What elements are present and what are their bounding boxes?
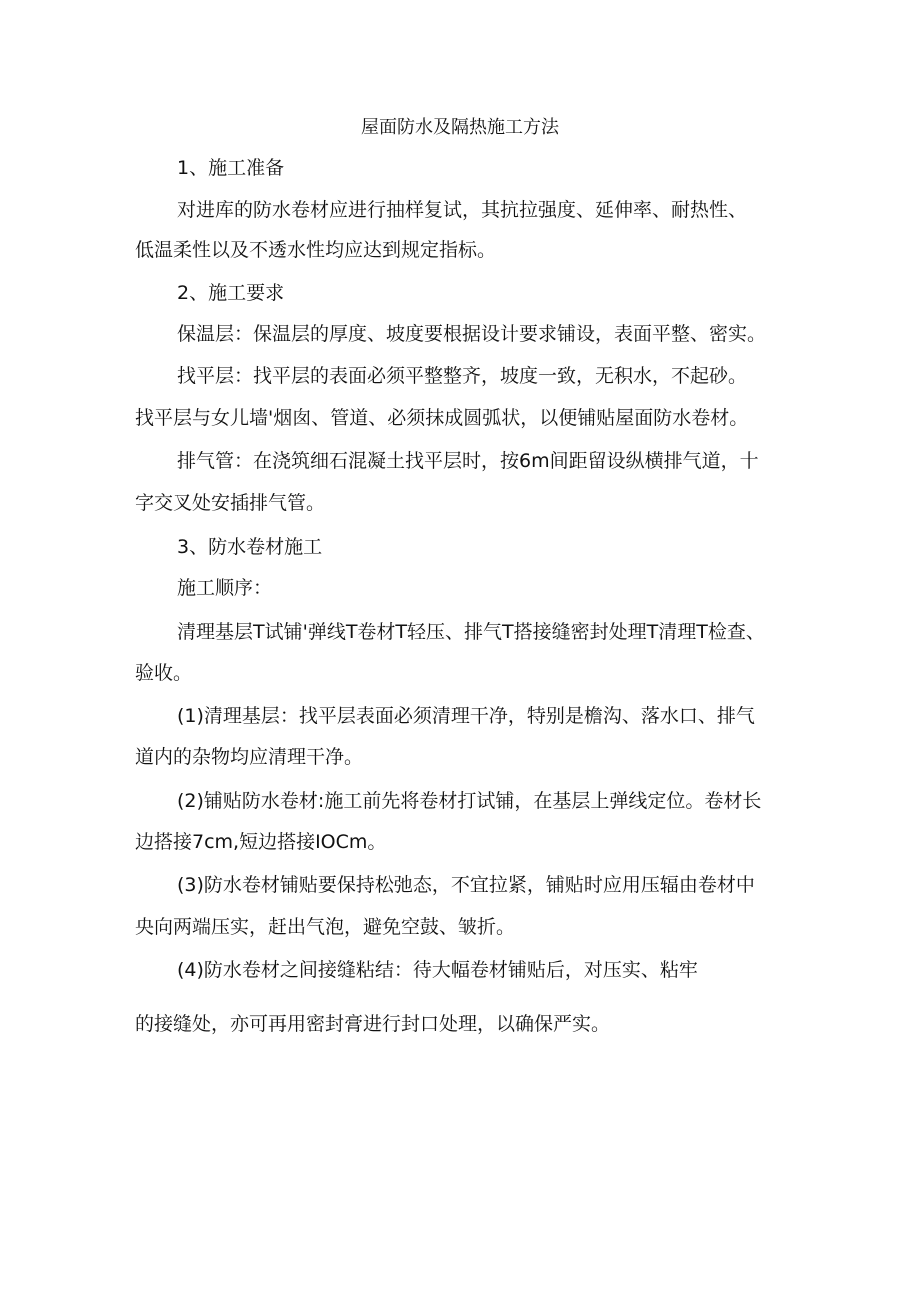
paragraph-line: 清理基层T试铺'弹线T卷材T轻压、排气T搭接缝密封处理T清理T检查、: [177, 621, 765, 643]
paragraph-line: 低温柔性以及不透水性均应达到规定指标。: [135, 239, 497, 261]
paragraph-line: 边搭接7cm,短边搭接IOCm。: [135, 831, 387, 853]
section-heading: 3、防水卷材施工: [177, 536, 323, 558]
document-title: 屋面防水及隔热施工方法: [361, 117, 559, 138]
section-heading: 2、施工要求: [177, 282, 285, 304]
paragraph-line: (1)清理基层：找平层表面必须清理干净，特别是檐沟、落水口、排气: [177, 705, 755, 727]
paragraph-line: 字交叉处安插排气管。: [135, 492, 326, 514]
paragraph-line: 保温层：保温层的厚度、坡度要根据设计要求铺设，表面平整、密实。: [177, 323, 767, 345]
paragraph-line: 央向两端压实，赶出气泡，避免空鼓、皱折。: [135, 916, 516, 938]
paragraph-line: (2)铺贴防水卷材:施工前先将卷材打试铺，在基层上弹线定位。卷材长: [177, 790, 762, 812]
paragraph-line: 找平层与女儿墙'烟囱、管道、必须抹成圆弧状，以便铺贴屋面防水卷材。: [135, 407, 749, 429]
paragraph-line: (4)防水卷材之间接缝粘结：待大幅卷材铺贴后，对压实、粘牢: [177, 959, 698, 981]
paragraph-line: 排气管：在浇筑细石混凝土找平层时，按6m间距留设纵横排气道，十: [177, 450, 759, 472]
paragraph-line: 的接缝处，亦可再用密封膏进行封口处理，以确保严实。: [135, 1013, 611, 1035]
paragraph-line: (3)防水卷材铺贴要保持松弛态，不宜拉紧，铺贴时应用压辐由卷材中: [177, 874, 755, 896]
paragraph-line: 对进库的防水卷材应进行抽样复试，其抗拉强度、延伸率、耐热性、: [177, 199, 748, 221]
section-heading: 1、施工准备: [177, 157, 285, 179]
paragraph-line: 道内的杂物均应清理干净。: [135, 746, 364, 768]
paragraph-line: 找平层：找平层的表面必须平整整齐，坡度一致，无积水，不起砂。: [177, 365, 748, 387]
paragraph-line: 验收。: [135, 662, 193, 684]
paragraph-line: 施工顺序：: [177, 577, 273, 599]
